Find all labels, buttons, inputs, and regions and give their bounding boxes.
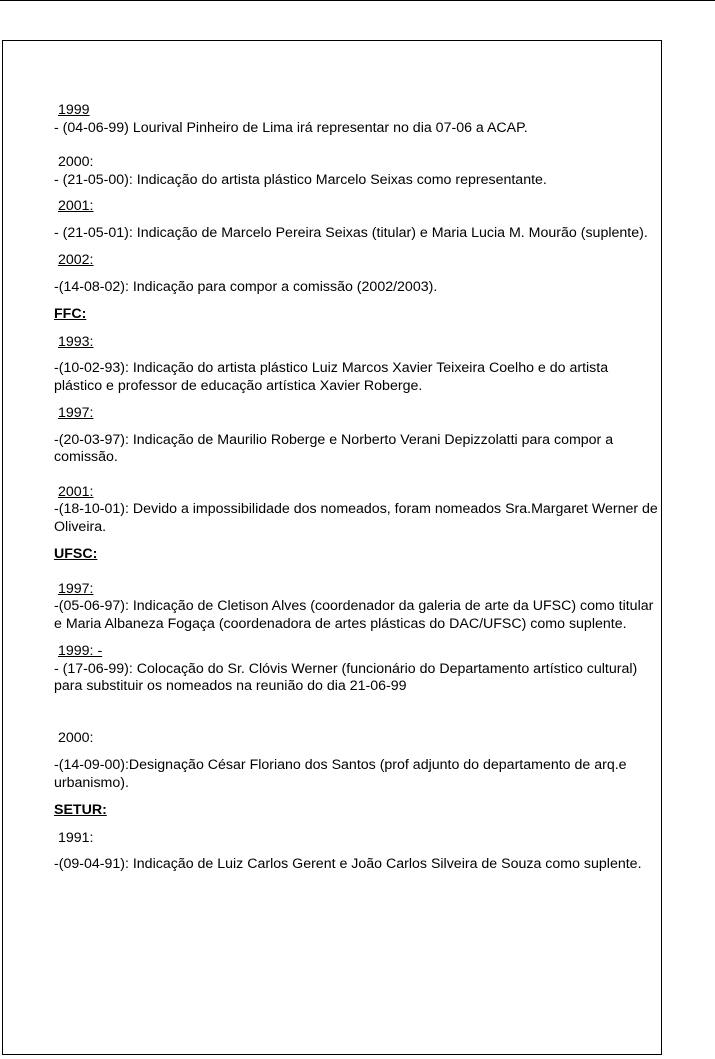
ffc-entry-2001: -(18-10-01): Devido a impossibilidade dos nomeados, foram nomeados Sra.Margaret Werner de Oliveira.	[54, 501, 658, 535]
ufsc-entry-2000: -(14-09-00):Designação César Floriano dos Santos (prof adjunto do departamento de arq.e urbanismo).	[54, 757, 627, 791]
document-content	[54, 102, 660, 874]
ufsc-entry-1999: - (17-06-99): Colocação do Sr. Clóvis Werner (funcionário do Departamento artístico cultural) para substituir os nomeados na reunião do dia 21-06-99	[54, 660, 638, 694]
heading-ufsc: UFSC:	[54, 546, 98, 562]
ffc-year-1997: 1997:	[58, 405, 94, 421]
top-rule	[0, 0, 715, 1]
ffc-entry-1997: -(20-03-97): Indicação de Maurilio Roberge e Norberto Verani Depizzolatti para compor a comissão.	[54, 431, 614, 465]
year-1999: 1999	[58, 102, 90, 118]
ffc-entry-1993: -(10-02-93): Indicação do artista plástico Luiz Marcos Xavier Teixeira Coelho e do artista plástico e professor de educação artística Xavier Roberge.	[54, 360, 609, 394]
year-2000: 2000:	[58, 154, 94, 170]
heading-setur: SETUR:	[54, 802, 107, 818]
ffc-year-2001: 2001:	[58, 483, 94, 500]
entry-2000: - (21-05-00): Indicação do artista plástico Marcelo Seixas como representante.	[54, 171, 547, 188]
year-2002: 2002:	[58, 252, 94, 268]
ufsc-year-1999: 1999: -	[58, 643, 103, 659]
ufsc-year-1997: 1997:	[58, 580, 94, 597]
ufsc-entry-1997: -(05-06-97): Indicação de Cletison Alves (coordenador da galeria de arte da UFSC) como titular e Maria Albaneza Fogaça (coordenadora de artes plásticas do DAC/UFSC) como suplente.	[54, 598, 654, 632]
heading-ffc: FFC:	[54, 306, 87, 322]
entry-2002: -(14-08-02): Indicação para compor a comissão (2002/2003).	[54, 278, 438, 295]
year-2001: 2001:	[58, 198, 94, 214]
entry-1999: - (04-06-99) Lourival Pinheiro de Lima irá representar no dia 07-06 a ACAP.	[54, 119, 528, 136]
setur-entry-1991: -(09-04-91): Indicação de Luiz Carlos Gerent e João Carlos Silveira de Souza como suplente.	[54, 856, 642, 872]
setur-year-1991: 1991:	[58, 829, 94, 846]
ffc-year-1993: 1993:	[58, 333, 94, 350]
entry-2001: - (21-05-01): Indicação de Marcelo Pereira Seixas (titular) e Maria Lucia M. Mourão (suplente).	[54, 224, 648, 241]
ufsc-year-2000: 2000:	[58, 729, 94, 746]
